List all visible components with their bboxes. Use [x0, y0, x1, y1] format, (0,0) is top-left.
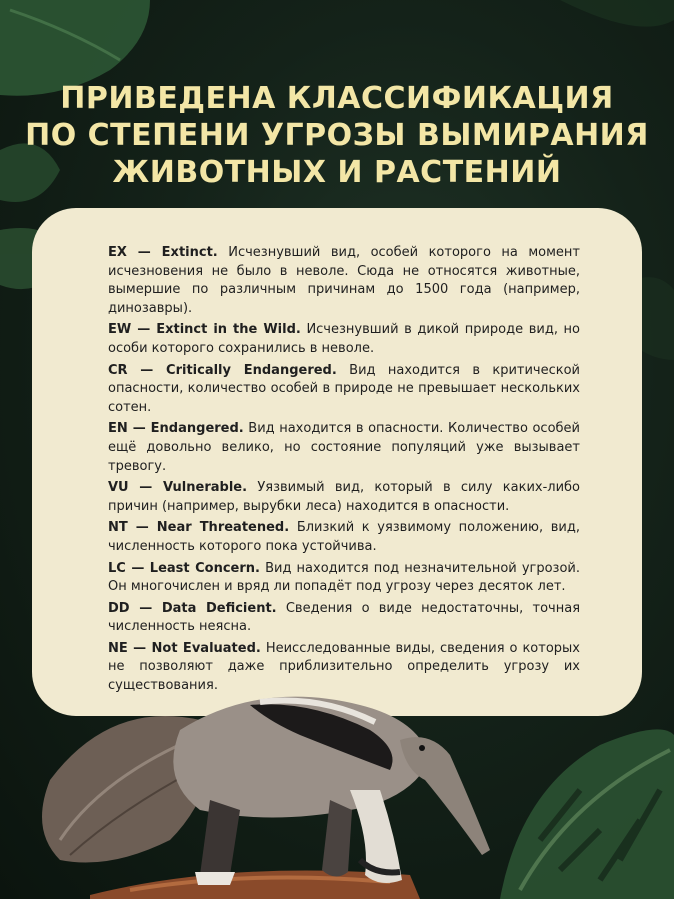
category-dd: DD — Data Deficient. Сведения о виде недостаточны, точная численность неясна.	[108, 600, 581, 635]
title-line: ЖИВОТНЫХ И РАСТЕНИЙ	[112, 155, 562, 190]
category-ne: NE — Not Evaluated. Неисследованные виды, сведения о которых не позволяют даже приблизительно определить угрозу их существования.	[108, 640, 580, 694]
classification-card	[32, 208, 642, 716]
category-cr: CR — Critically Endangered. Вид находится в критической опасности, количество особей в природе не превышает нескольких сотен.	[108, 362, 580, 415]
category-nt: NT — Near Threatened. Близкий к уязвимому положению, вид, численность которого пока устойчива.	[108, 520, 580, 554]
page-title	[0, 80, 674, 191]
monstera-leaf-icon	[500, 729, 674, 899]
category-ex: EX — Extinct. Исчезнувший вид, особей которого на момент исчезновения не было в неволе. Сюда не относятся животные, вымершие по различным причинам до 1500 года (например, динозавры).	[108, 245, 580, 316]
title-line: ПРИВЕДЕНА КЛАССИФИКАЦИЯ	[60, 81, 614, 116]
category-lc: LC — Least Concern. Вид находится под незначительной угрозой. Он многочислен и вряд ли попадёт под угрозу через десяток лет.	[108, 560, 580, 595]
category-en: EN — Endangered. Вид находится в опасности. Количество особей ещё довольно велико, но состояние популяций уже вызывает тревогу.	[108, 421, 580, 474]
title-line: ПО СТЕПЕНИ УГРОЗЫ ВЫМИРАНИЯ	[25, 118, 649, 153]
category-ew: EW — Extinct in the Wild. Исчезнувший в дикой природе вид, но особи которого сохранились в неволе.	[108, 322, 581, 356]
category-vu: VU — Vulnerable. Уязвимый вид, который в силу каких-либо причин (например, вырубки леса) находится в опасности.	[108, 480, 581, 514]
anteater-illustration	[30, 660, 500, 899]
